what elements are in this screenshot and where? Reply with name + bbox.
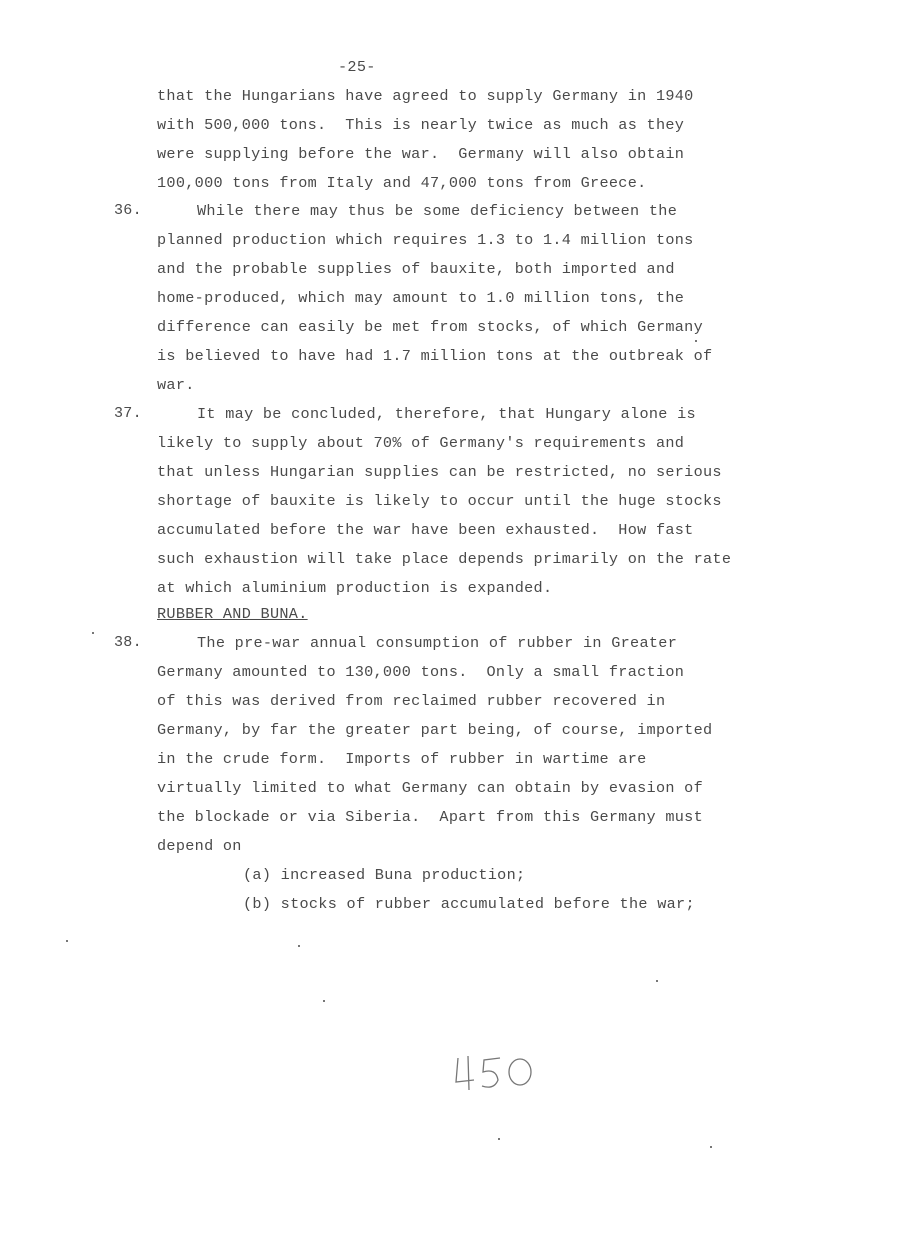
text-line: It may be concluded, therefore, that Hungary alone is [197,405,696,423]
text-line: While there may thus be some deficiency between the [197,202,678,220]
text-line: accumulated before the war have been exhausted. How fast [157,521,694,539]
text-line: 100,000 tons from Italy and 47,000 tons from Greece. [157,174,647,192]
scan-speck [298,945,300,947]
text-line: with 500,000 tons. This is nearly twice as much as they [157,116,685,134]
scan-speck [695,340,697,342]
text-line: Germany, by far the greater part being, of course, imported [157,721,713,739]
paragraph-number: 38. [114,634,142,651]
text-line: of this was derived from reclaimed rubber recovered in [157,692,666,710]
text-line: that unless Hungarian supplies can be restricted, no serious [157,463,722,481]
paragraph-number: 36. [114,202,142,219]
text-line: the blockade or via Siberia. Apart from this Germany must [157,808,704,826]
scan-speck [498,1138,500,1140]
text-line: Germany amounted to 130,000 tons. Only a small fraction [157,663,685,681]
text-line: depend on [157,837,242,855]
text-line: in the crude form. Imports of rubber in wartime are [157,750,647,768]
text-line: shortage of bauxite is likely to occur until the huge stocks [157,492,722,510]
handwritten-folio-number [452,1052,537,1097]
text-line: likely to supply about 70% of Germany's requirements and [157,434,685,452]
text-line: planned production which requires 1.3 to 1.4 million tons [157,231,694,249]
text-line: virtually limited to what Germany can obtain by evasion of [157,779,704,797]
text-line: that the Hungarians have agreed to supply Germany in 1940 [157,87,694,105]
text-line: is believed to have had 1.7 million tons at the outbreak of [157,347,713,365]
paragraph-number: 37. [114,405,142,422]
text-line: such exhaustion will take place depends primarily on the rate [157,550,732,568]
text-line: difference can easily be met from stocks, of which Germany [157,318,704,336]
text-line: home-produced, which may amount to 1.0 million tons, the [157,289,685,307]
page-number: -25- [338,58,376,76]
text-line: were supplying before the war. Germany will also obtain [157,145,685,163]
scan-speck [323,1000,325,1002]
text-line: and the probable supplies of bauxite, both imported and [157,260,675,278]
text-line: war. [157,376,195,394]
text-line: at which aluminium production is expanded. [157,579,553,597]
text-line: The pre-war annual consumption of rubber in Greater [197,634,678,652]
section-heading: RUBBER AND BUNA. [157,605,308,623]
list-item: (b) stocks of rubber accumulated before the war; [243,895,695,913]
scan-speck [656,980,658,982]
scan-speck [92,632,94,634]
scan-speck [66,940,68,942]
list-item: (a) increased Buna production; [243,866,526,884]
scan-speck [710,1146,712,1148]
